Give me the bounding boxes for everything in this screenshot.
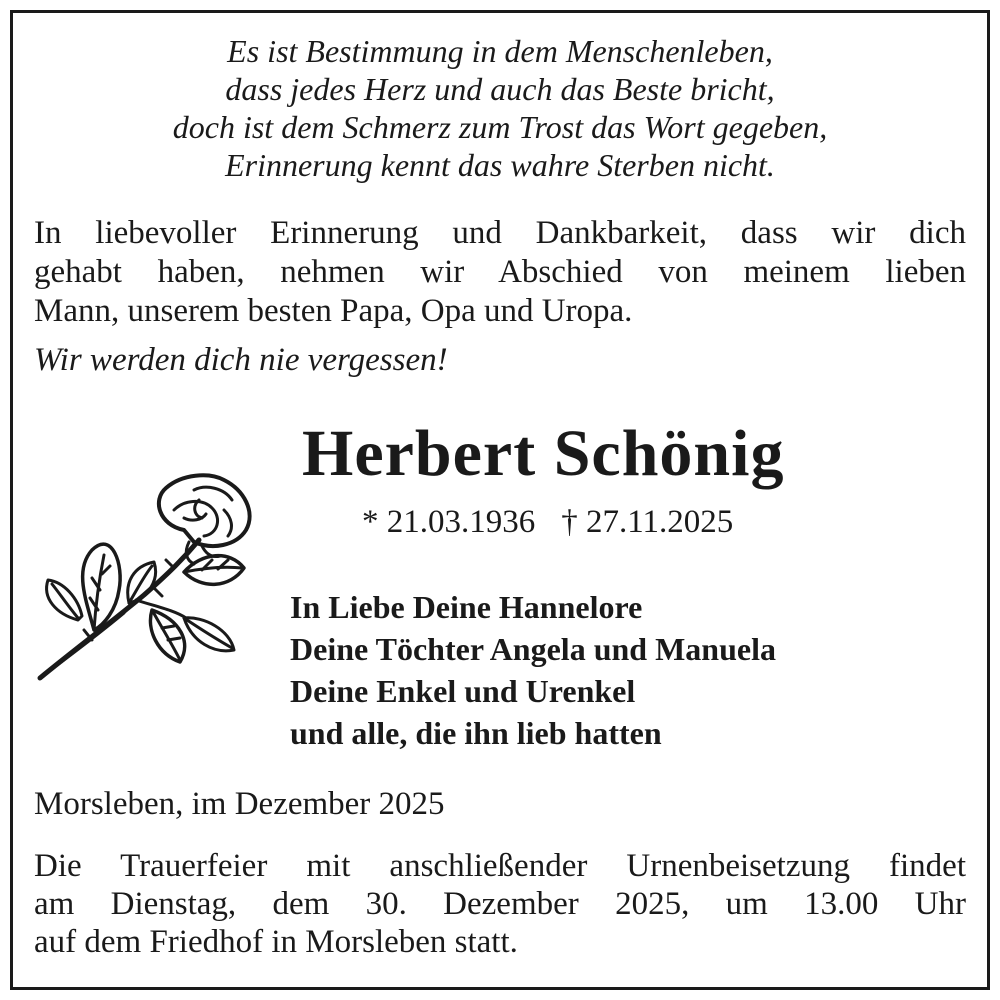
poem-line: doch ist dem Schmerz zum Trost das Wort gegeben,	[172, 109, 828, 145]
intro-line: Mann, unserem besten Papa, Opa und Uropa.	[34, 293, 633, 329]
death-date: † 27.11.2025	[561, 504, 734, 540]
service-line: am Dienstag, dem 30. Dezember 2025, um 13.00 Uhr	[34, 886, 966, 922]
poem-line: Erinnerung kennt das wahre Sterben nicht.	[225, 147, 775, 183]
service-line: Die Trauerfeier mit anschließender Urnenbeisetzung findet	[34, 848, 966, 884]
rose-icon	[34, 470, 264, 685]
family-line: In Liebe Deine Hannelore	[290, 589, 643, 625]
poem-line: dass jedes Herz und auch das Beste bricht,	[225, 71, 775, 107]
poem	[0, 32, 1000, 184]
family-line: und alle, die ihn lieb hatten	[290, 715, 662, 751]
motto: Wir werden dich nie vergessen!	[34, 342, 448, 378]
family-line: Deine Töchter Angela und Manuela	[290, 631, 776, 667]
family-line: Deine Enkel und Urenkel	[290, 673, 636, 709]
deceased-name: Herbert Schönig	[302, 417, 785, 490]
poem-line: Es ist Bestimmung in dem Menschenleben,	[227, 33, 773, 69]
intro-line: gehabt haben, nehmen wir Abschied von meinem lieben	[34, 254, 966, 290]
intro-line: In liebevoller Erinnerung und Dankbarkeit, dass wir dich	[34, 215, 966, 251]
place-date: Morsleben, im Dezember 2025	[34, 786, 445, 822]
service-line: auf dem Friedhof in Morsleben statt.	[34, 924, 518, 960]
funeral-service-info	[34, 847, 966, 961]
life-dates	[362, 502, 733, 542]
birth-date: * 21.03.1936	[362, 504, 536, 540]
intro-paragraph	[34, 214, 966, 331]
family-signatures	[290, 586, 776, 754]
